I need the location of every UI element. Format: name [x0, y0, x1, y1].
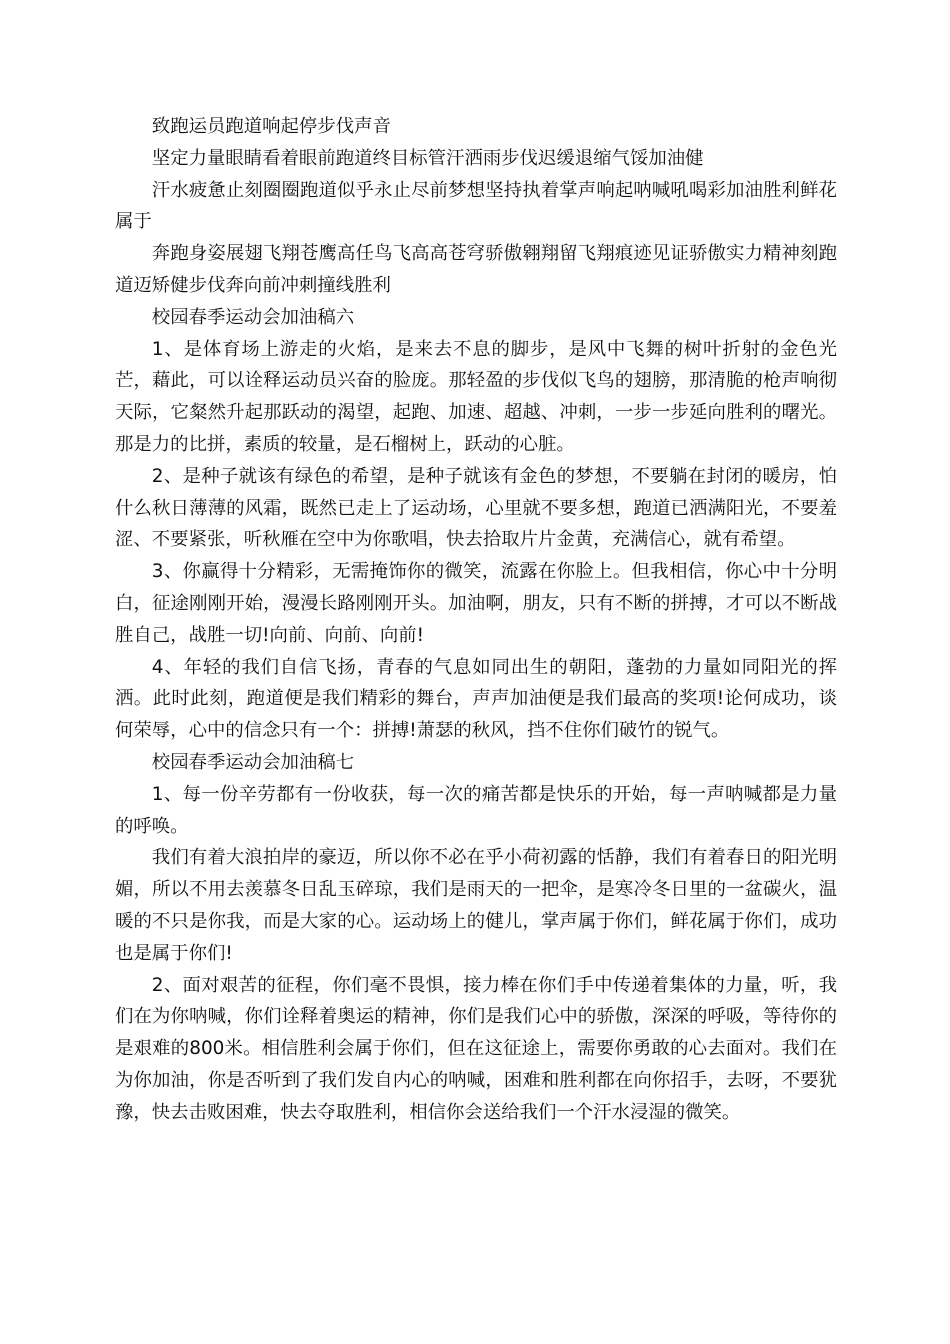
paragraph-seven-item-1: 1、每一份辛劳都有一份收获，每一次的痛苦都是快乐的开始，每一声呐喊都是力量的呼唤。: [115, 783, 837, 837]
paragraph-six-item-1: 1、是体育场上游走的火焰，是来去不息的脚步，是风中飞舞的树叶折射的金色光芒，藉此，可以诠释运动员兴奋的脸庞。那轻盈的步伐似飞鸟的翅膀，那清脆的枪声响彻天际，它粲然升起那跃动的渴望，起跑、加速、超越、冲刺，一步一步延向胜利的曙光。那是力的比拼，素质的较量，是石榴树上，跃动的心脏。: [115, 338, 837, 455]
paragraph-six-item-2: 2、是种子就该有绿色的希望，是种子就该有金色的梦想，不要躺在封闭的暖房，怕什么秋日薄薄的风霜，既然已走上了运动场，心里就不要多想，跑道已洒满阳光，不要羞涩、不要紧张，听秋雁在空中为你歌唱，快去拾取片片金黄，充满信心，就有希望。: [115, 465, 837, 551]
paragraph-running-posture: 奔跑身姿展翅飞翔苍鹰高任鸟飞高高苍穹骄傲翱翔留飞翔痕迹见证骄傲实力精神刻跑道迈矫健步伐奔向前冲刺撞线胜利: [115, 243, 837, 296]
paragraph-sweat-fatigue: 汗水疲惫止刻圈圈跑道似乎永止尽前梦想坚持执着掌声响起呐喊吼喝彩加油胜利鲜花属于: [115, 179, 837, 233]
paragraph-seven-waves: 我们有着大浪拍岸的豪迈，所以你不必在乎小荷初露的恬静，我们有着春日的阳光明媚，所以不用去羡慕冬日乱玉碎琼，我们是雨天的一把伞，是寒冷冬日里的一盆碳火，温暖的不只是你我，而是大家的心。运动场上的健儿，掌声属于你们，鲜花属于你们，成功也是属于你们!: [115, 847, 837, 964]
paragraph-seven-item-2: 2、面对艰苦的征程，你们毫不畏惧，接力棒在你们手中传递着集体的力量，听，我们在为你呐喊，你们诠释着奥运的精神，你们是我们心中的骄傲，深深的呼吸，等待你的是艰难的800米。相信胜利会属于你们，但在这征途上，需要你勇敢的心去面对。我们在为你加油，你是否听到了我们发自内心的呐喊，困难和胜利都在向你招手，去呀，不要犹豫，快去击败困难，快去夺取胜利，相信你会送给我们一个汗水浸湿的微笑。: [115, 974, 837, 1123]
section-heading-six: 校园春季运动会加油稿六: [151, 306, 355, 328]
paragraph-firm-strength: 坚定力量眼睛看着眼前跑道终目标管汗洒雨步伐迟缓退缩气馁加油健: [151, 147, 704, 169]
paragraph-six-item-4: 4、年轻的我们自信飞扬，青春的气息如同出生的朝阳，蓬勃的力量如同阳光的挥洒。此时此刻，跑道便是我们精彩的舞台，声声加油便是我们最高的奖项!论何成功，谈何荣辱，心中的信念只有一个：拼搏!萧瑟的秋风，挡不住你们破竹的锐气。: [115, 656, 837, 742]
document-body: [115, 111, 837, 1129]
paragraph-six-item-3: 3、你赢得十分精彩，无需掩饰你的微笑，流露在你脸上。但我相信，你心中十分明白，征途刚刚开始，漫漫长路刚刚开头。加油啊，朋友，只有不断的拼搏，才可以不断战胜自己，战胜一切!向前、向前、向前!: [115, 561, 837, 646]
section-heading-seven: 校园春季运动会加油稿七: [151, 751, 355, 773]
paragraph-runner-greeting: 致跑运员跑道响起停步伐声音: [151, 116, 391, 137]
